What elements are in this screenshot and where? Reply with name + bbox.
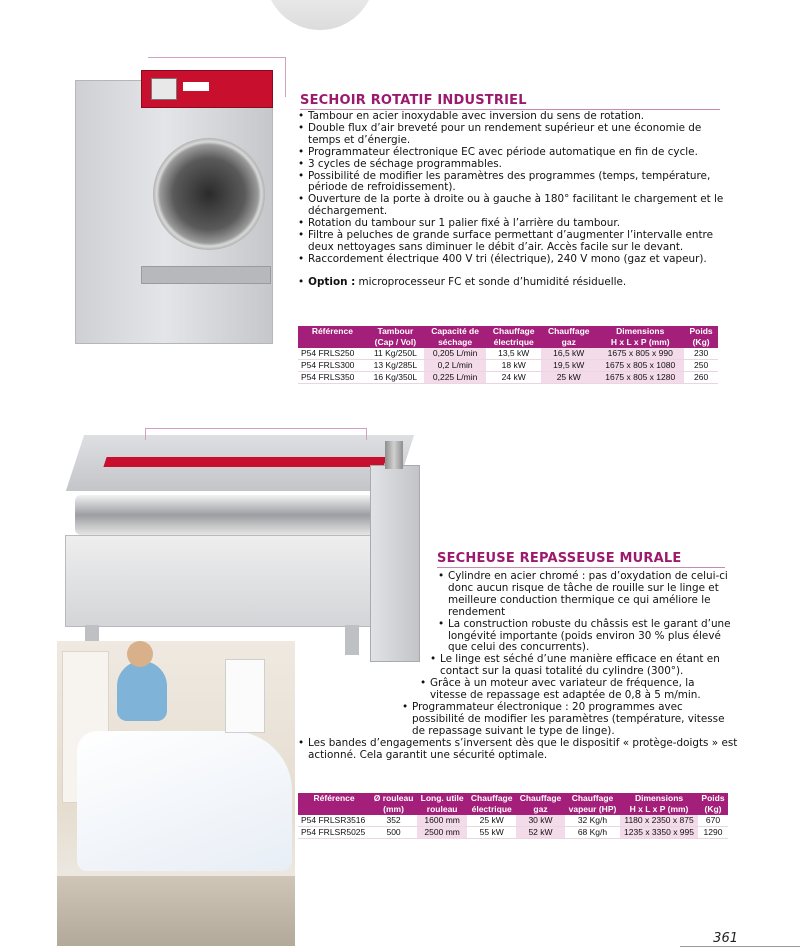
table-row bbox=[298, 348, 718, 360]
table-cell: 19,5 kW bbox=[541, 360, 596, 372]
table-header-cell bbox=[298, 804, 370, 815]
callout-line bbox=[285, 57, 286, 97]
table-header-cell: (mm) bbox=[370, 804, 417, 815]
ironer-spec-table bbox=[298, 793, 728, 839]
table-cell: 1675 x 805 x 1080 bbox=[596, 360, 684, 372]
page-number-rule bbox=[680, 946, 800, 947]
table-cell: 13,5 kW bbox=[486, 348, 541, 360]
table-header-cell: Capacité de bbox=[424, 326, 486, 337]
bullet-item: • Possibilité de modifier les paramètres des programmes (temps, température, période de refroidissement). bbox=[298, 171, 728, 195]
table-cell: 500 bbox=[370, 827, 417, 839]
ironer-features-list bbox=[298, 570, 738, 762]
page-number: 361 bbox=[713, 931, 738, 946]
table-header-cell: Poids bbox=[698, 793, 728, 804]
table-cell: 16,5 kW bbox=[541, 348, 596, 360]
table-header-cell: (Kg) bbox=[684, 337, 718, 348]
dryer-spec-table bbox=[298, 326, 718, 384]
table-cell: 670 bbox=[698, 815, 728, 827]
table-header-cell: vapeur (HP) bbox=[565, 804, 620, 815]
table-row bbox=[298, 827, 728, 839]
bullet-item: • Le linge est séché d’une manière efficace en étant en contact sur la quasi totalité du cylindre (300°). bbox=[430, 654, 732, 678]
table-cell: 1675 x 805 x 1280 bbox=[596, 372, 684, 384]
table-header-cell: Chauffage bbox=[516, 793, 565, 804]
callout-line bbox=[366, 428, 367, 440]
table-cell: 25 kW bbox=[467, 815, 516, 827]
bullet-item: • Ouverture de la porte à droite ou à gauche à 180° facilitant le chargement et le déchargement. bbox=[298, 194, 728, 218]
option-label: Option : bbox=[308, 276, 356, 288]
bullet-item: • 3 cycles de séchage programmables. bbox=[298, 159, 728, 171]
table-header-cell: gaz bbox=[516, 804, 565, 815]
table-header-cell: Ø rouleau bbox=[370, 793, 417, 804]
table-cell: 2500 mm bbox=[417, 827, 467, 839]
section-title-ironer: SECHEUSE REPASSEUSE MURALE bbox=[437, 551, 682, 566]
bullet-item: • Programmateur électronique : 20 programmes avec possibilité de modifier les paramètres (température, vitesse de repassage suivant le type de linge). bbox=[402, 702, 732, 738]
table-header-cell: Dimensions bbox=[620, 793, 698, 804]
table-cell: P54 FRLS250 bbox=[298, 348, 367, 360]
decorative-arc bbox=[265, 0, 375, 30]
dryer-features-list bbox=[298, 111, 728, 266]
bullet-item: • Grâce à un moteur avec variateur de fréquence, la vitesse de repassage est adaptée de 0,8 à 5 m/min. bbox=[420, 678, 732, 702]
table-header-cell: Chauffage bbox=[565, 793, 620, 804]
callout-line bbox=[145, 428, 146, 440]
table-cell: P54 FRLS350 bbox=[298, 372, 367, 384]
rotary-dryer-image bbox=[75, 70, 275, 342]
table-cell: 1675 x 805 x 990 bbox=[596, 348, 684, 360]
bullet-item: • Cylindre en acier chromé : pas d’oxydation de celui-ci donc aucun risque de tâche de rouille sur le linge et meilleure conduction thermique ce qui améliore le rendement bbox=[438, 571, 732, 619]
table-header-cell: Dimensions bbox=[596, 326, 684, 337]
table-header-cell: Référence bbox=[298, 326, 367, 337]
table-row bbox=[298, 815, 728, 827]
table-header-cell: Tambour bbox=[367, 326, 424, 337]
table-cell: 260 bbox=[684, 372, 718, 384]
table-header-cell bbox=[298, 337, 367, 348]
table-cell: 0,2 L/min bbox=[424, 360, 486, 372]
table-cell: 250 bbox=[684, 360, 718, 372]
table-cell: 1600 mm bbox=[417, 815, 467, 827]
table-cell: 230 bbox=[684, 348, 718, 360]
table-row bbox=[298, 360, 718, 372]
table-cell: 1235 x 3350 x 995 bbox=[620, 827, 698, 839]
bullet-item: • Double flux d’air breveté pour un rendement supérieur et une économie de temps et d’énergie. bbox=[298, 123, 728, 147]
table-header-cell: rouleau bbox=[417, 804, 467, 815]
table-cell: P54 FRLSR3516 bbox=[298, 815, 370, 827]
table-header-cell: Chauffage bbox=[486, 326, 541, 337]
table-header-cell: H x L x P (mm) bbox=[596, 337, 684, 348]
table-header-cell: électrique bbox=[486, 337, 541, 348]
table-header-cell: Chauffage bbox=[467, 793, 516, 804]
heading-rule bbox=[437, 567, 725, 568]
table-cell: 32 Kg/h bbox=[565, 815, 620, 827]
table-cell: 52 kW bbox=[516, 827, 565, 839]
table-header-cell: Poids bbox=[684, 326, 718, 337]
table-header-cell: Référence bbox=[298, 793, 370, 804]
table-cell: 16 Kg/350L bbox=[367, 372, 424, 384]
table-cell: P54 FRLSR5025 bbox=[298, 827, 370, 839]
section-title-dryer: SECHOIR ROTATIF INDUSTRIEL bbox=[300, 93, 527, 108]
table-cell: 0,205 L/min bbox=[424, 348, 486, 360]
callout-line bbox=[148, 57, 286, 58]
table-cell: 30 kW bbox=[516, 815, 565, 827]
option-text: microprocesseur FC et sonde d’humidité résiduelle. bbox=[355, 276, 627, 288]
table-cell: 1290 bbox=[698, 827, 728, 839]
table-cell: P54 FRLS300 bbox=[298, 360, 367, 372]
bullet-item: • Filtre à peluches de grande surface permettant d’augmenter l’intervalle entre deux nettoyages sans diminuer le débit d’air. Accès facile sur le devant. bbox=[298, 230, 728, 254]
table-cell: 68 Kg/h bbox=[565, 827, 620, 839]
table-header-cell: (Cap / Vol) bbox=[367, 337, 424, 348]
table-cell: 13 Kg/285L bbox=[367, 360, 424, 372]
table-cell: 25 kW bbox=[541, 372, 596, 384]
callout-line bbox=[145, 428, 367, 429]
bullet-item: • Tambour en acier inoxydable avec inversion du sens de rotation. bbox=[298, 111, 728, 123]
bullet-item: • Raccordement électrique 400 V tri (électrique), 240 V mono (gaz et vapeur). bbox=[298, 254, 728, 266]
bullet-item: • Programmateur électronique EC avec période automatique en fin de cycle. bbox=[298, 147, 728, 159]
table-header-cell: électrique bbox=[467, 804, 516, 815]
table-cell: 0,225 L/min bbox=[424, 372, 486, 384]
table-header-cell: gaz bbox=[541, 337, 596, 348]
table-header-cell: (Kg) bbox=[698, 804, 728, 815]
table-cell: 24 kW bbox=[486, 372, 541, 384]
bullet-item: • Les bandes d’engagements s’inversent dès que le dispositif « protège-doigts » est actionné. Cela garantit une sécurité optimale. bbox=[298, 738, 738, 762]
bedroom-photo bbox=[57, 641, 295, 946]
table-header-cell: H x L x P (mm) bbox=[620, 804, 698, 815]
table-row bbox=[298, 372, 718, 384]
table-header-cell: Chauffage bbox=[541, 326, 596, 337]
table-cell: 55 kW bbox=[467, 827, 516, 839]
table-header-cell: séchage bbox=[424, 337, 486, 348]
table-cell: 11 Kg/250L bbox=[367, 348, 424, 360]
bullet-item: • La construction robuste du châssis est le garant d’une longévité importante (poids environ 30 % plus élevé que celui des concurrents). bbox=[438, 619, 732, 655]
option-line: • Option : microprocesseur FC et sonde d’humidité résiduelle. bbox=[298, 276, 627, 288]
table-cell: 18 kW bbox=[486, 360, 541, 372]
table-cell: 352 bbox=[370, 815, 417, 827]
bullet-item: • Rotation du tambour sur 1 palier fixé à l’arrière du tambour. bbox=[298, 218, 728, 230]
table-header-cell: Long. utile bbox=[417, 793, 467, 804]
table-cell: 1180 x 2350 x 875 bbox=[620, 815, 698, 827]
